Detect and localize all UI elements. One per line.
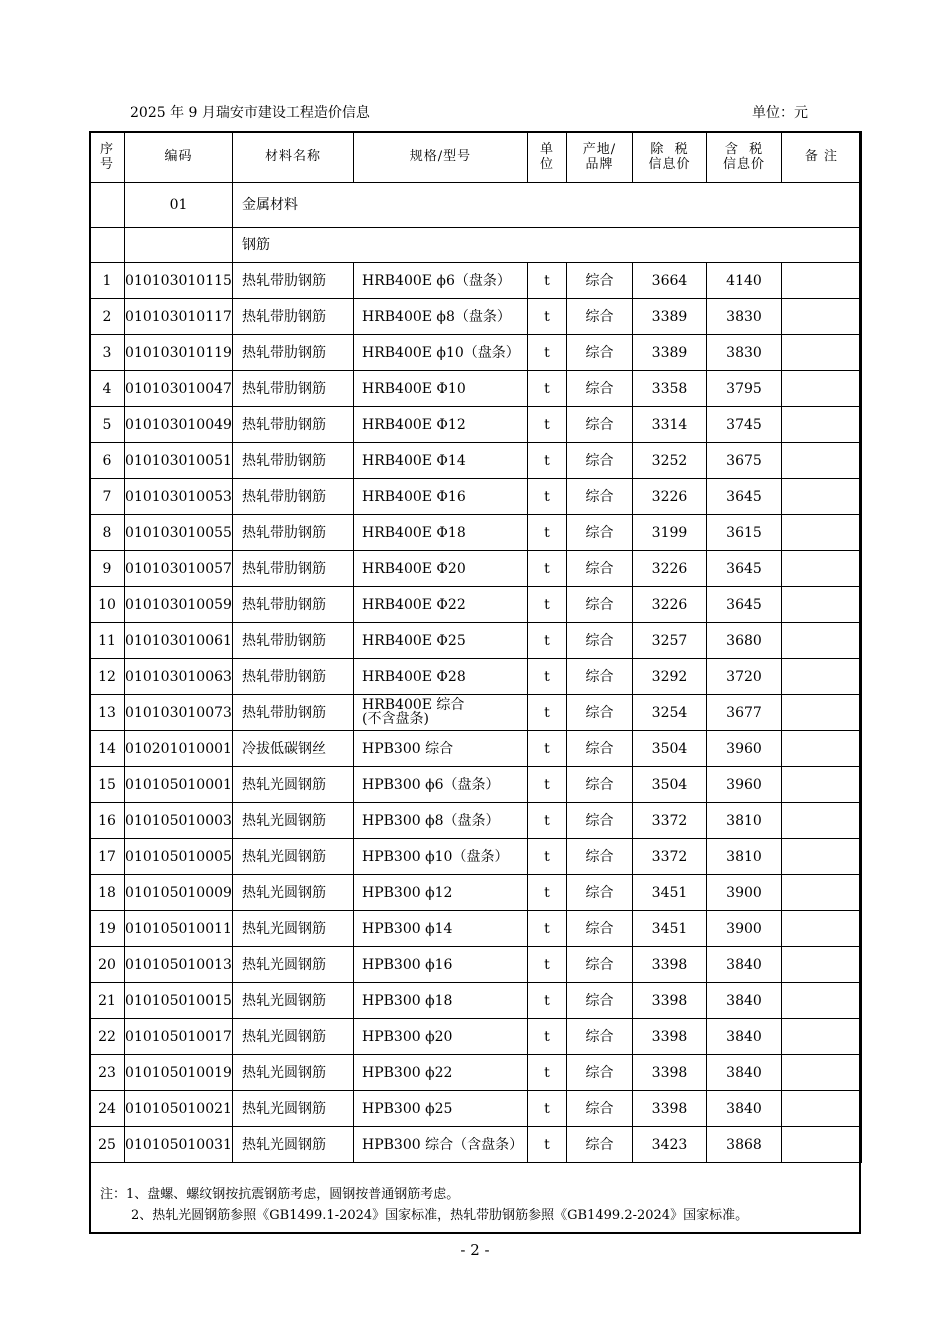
cell-origin: 综合 [567, 803, 633, 839]
cell-origin: 综合 [567, 551, 633, 587]
cell-unit: t [528, 1055, 567, 1091]
cell-spec: HRB400E Φ16 [354, 479, 528, 515]
cell-spec: HRB400E Φ14 [354, 443, 528, 479]
cell-price-ex: 3292 [633, 659, 707, 695]
cell-code: 010105010003 [125, 803, 233, 839]
cell-code: 010103010119 [125, 335, 233, 371]
cell-name: 热轧带肋钢筋 [233, 407, 354, 443]
table-frame [89, 131, 861, 1234]
cell-origin: 综合 [567, 443, 633, 479]
cell-name: 热轧带肋钢筋 [233, 479, 354, 515]
cell-name: 热轧光圆钢筋 [233, 803, 354, 839]
cell-price-inc: 3960 [707, 731, 782, 767]
cell-price-ex: 3254 [633, 695, 707, 731]
cell-spec: HRB400E Φ10 [354, 371, 528, 407]
cell-spec: HPB300 ϕ22 [354, 1055, 528, 1091]
cell-price-inc: 3645 [707, 587, 782, 623]
cell-unit: t [528, 767, 567, 803]
cell-unit: t [528, 803, 567, 839]
cell-spec: HPB300 综合（含盘条） [354, 1127, 528, 1163]
cell-name: 热轧带肋钢筋 [233, 335, 354, 371]
cell-name: 热轧光圆钢筋 [233, 983, 354, 1019]
cell-price-ex: 3372 [633, 803, 707, 839]
cell-unit: t [528, 407, 567, 443]
cell-price-ex: 3226 [633, 551, 707, 587]
cell-spec-text: HRB400E 综合 (不含盘条) [362, 697, 465, 727]
cell-seq: 8 [90, 515, 125, 551]
note-line-2: 2、热轧光圆钢筋参照《GB1499.1-2024》国家标准，热轧带肋钢筋参照《GB1499.2-2024》国家标准。 [131, 1208, 749, 1223]
cell-price-ex: 3423 [633, 1127, 707, 1163]
cell-name: 热轧光圆钢筋 [233, 1019, 354, 1055]
cell-unit: t [528, 1019, 567, 1055]
cell-code: 010105010005 [125, 839, 233, 875]
section-code: 01 [125, 183, 233, 228]
cell-unit: t [528, 875, 567, 911]
cell-unit: t [528, 947, 567, 983]
cell-price-inc: 3615 [707, 515, 782, 551]
cell-origin: 综合 [567, 623, 633, 659]
cell-seq: 18 [90, 875, 125, 911]
cell-price-ex: 3398 [633, 947, 707, 983]
cell-spec: HPB300 ϕ6（盘条） [354, 767, 528, 803]
cell-unit: t [528, 1091, 567, 1127]
cell-price-inc: 3680 [707, 623, 782, 659]
cell-code: 010105010011 [125, 911, 233, 947]
cell-price-ex: 3451 [633, 875, 707, 911]
cell-code: 010103010073 [125, 695, 233, 731]
section-name: 金属材料 [233, 183, 862, 228]
cell-name: 热轧光圆钢筋 [233, 1055, 354, 1091]
cell-name: 热轧带肋钢筋 [233, 515, 354, 551]
cell-price-inc: 3645 [707, 479, 782, 515]
cell-price-inc: 3677 [707, 695, 782, 731]
cell-spec: HRB400E Φ12 [354, 407, 528, 443]
cell-unit: t [528, 551, 567, 587]
cell-unit: t [528, 659, 567, 695]
cell-price-ex: 3226 [633, 587, 707, 623]
cell-code: 010105010021 [125, 1091, 233, 1127]
cell-price-inc: 3810 [707, 803, 782, 839]
cell-spec: HRB400E Φ28 [354, 659, 528, 695]
cell-seq: 1 [90, 263, 125, 299]
cell-name: 热轧带肋钢筋 [233, 659, 354, 695]
subsection-name: 钢筋 [233, 228, 862, 263]
cell-spec: HPB300 ϕ10（盘条） [354, 839, 528, 875]
cell-unit: t [528, 263, 567, 299]
cell-seq: 2 [90, 299, 125, 335]
col-seq-header: 序 号 [90, 132, 125, 183]
cell-name: 热轧带肋钢筋 [233, 299, 354, 335]
cell-price-inc: 3840 [707, 947, 782, 983]
cell-name: 热轧带肋钢筋 [233, 263, 354, 299]
cell-price-ex: 3504 [633, 731, 707, 767]
cell-seq: 6 [90, 443, 125, 479]
cell-spec: HRB400E ϕ10（盘条） [354, 335, 528, 371]
cell-seq: 24 [90, 1091, 125, 1127]
cell-price-inc: 3900 [707, 875, 782, 911]
cell-price-ex: 3504 [633, 767, 707, 803]
cell-price-ex: 3398 [633, 1055, 707, 1091]
cell-code: 010103010055 [125, 515, 233, 551]
cell-seq: 19 [90, 911, 125, 947]
cell-origin: 综合 [567, 875, 633, 911]
cell-unit: t [528, 983, 567, 1019]
cell-seq: 16 [90, 803, 125, 839]
cell-seq: 11 [90, 623, 125, 659]
col-price-ex-header: 除 税 信息价 [633, 132, 707, 183]
cell-origin: 综合 [567, 983, 633, 1019]
cell-price-ex: 3257 [633, 623, 707, 659]
cell-price-ex: 3358 [633, 371, 707, 407]
cell-seq: 20 [90, 947, 125, 983]
cell-name: 热轧带肋钢筋 [233, 695, 354, 731]
cell-unit: t [528, 443, 567, 479]
col-price-inc-header: 含 税 信息价 [707, 132, 782, 183]
cell-name: 热轧带肋钢筋 [233, 587, 354, 623]
cell-origin: 综合 [567, 263, 633, 299]
cell-price-inc: 3830 [707, 335, 782, 371]
cell-price-inc: 3840 [707, 1091, 782, 1127]
cell-origin: 综合 [567, 695, 633, 731]
cell-seq: 17 [90, 839, 125, 875]
cell-code: 010105010013 [125, 947, 233, 983]
cell-spec: HPB300 综合 [354, 731, 528, 767]
cell-code: 010103010049 [125, 407, 233, 443]
cell-seq: 5 [90, 407, 125, 443]
cell-spec: HRB400E ϕ8（盘条） [354, 299, 528, 335]
cell-name: 热轧光圆钢筋 [233, 875, 354, 911]
cell-price-ex: 3199 [633, 515, 707, 551]
cell-seq: 13 [90, 695, 125, 731]
cell-code: 010103010061 [125, 623, 233, 659]
cell-unit: t [528, 623, 567, 659]
cell-seq: 4 [90, 371, 125, 407]
cell-unit: t [528, 587, 567, 623]
cell-unit: t [528, 695, 567, 731]
cell-origin: 综合 [567, 767, 633, 803]
cell-price-inc: 3830 [707, 299, 782, 335]
page-number: - 2 - [460, 1241, 490, 1259]
note-line-1: 注：1、盘螺、螺纹钢按抗震钢筋考虑，圆钢按普通钢筋考虑。 [100, 1187, 460, 1202]
cell-origin: 综合 [567, 479, 633, 515]
cell-spec: HPB300 ϕ16 [354, 947, 528, 983]
cell-code: 010201010001 [125, 731, 233, 767]
cell-seq: 22 [90, 1019, 125, 1055]
cell-origin: 综合 [567, 587, 633, 623]
cell-name: 热轧光圆钢筋 [233, 911, 354, 947]
cell-price-ex: 3398 [633, 983, 707, 1019]
cell-code: 010103010053 [125, 479, 233, 515]
cell-origin: 综合 [567, 1055, 633, 1091]
cell-unit: t [528, 911, 567, 947]
cell-seq: 7 [90, 479, 125, 515]
cell-origin: 综合 [567, 731, 633, 767]
cell-spec: HRB400E Φ20 [354, 551, 528, 587]
cell-name: 冷拔低碳钢丝 [233, 731, 354, 767]
cell-origin: 综合 [567, 515, 633, 551]
cell-price-ex: 3389 [633, 335, 707, 371]
cell-spec: HPB300 ϕ18 [354, 983, 528, 1019]
cell-name: 热轧带肋钢筋 [233, 551, 354, 587]
col-name-header: 材料名称 [233, 132, 354, 183]
cell-origin: 综合 [567, 1091, 633, 1127]
cell-price-ex: 3664 [633, 263, 707, 299]
cell-price-inc: 3900 [707, 911, 782, 947]
notes [100, 1184, 748, 1226]
cell-price-inc: 3840 [707, 1055, 782, 1091]
cell-unit: t [528, 479, 567, 515]
cell-price-inc: 3840 [707, 1019, 782, 1055]
col-remark-header: 备 注 [782, 132, 862, 183]
cell-code: 010105010017 [125, 1019, 233, 1055]
cell-origin: 综合 [567, 839, 633, 875]
cell-spec: HRB400E Φ22 [354, 587, 528, 623]
cell-price-inc: 3675 [707, 443, 782, 479]
cell-code: 010105010009 [125, 875, 233, 911]
cell-price-ex: 3451 [633, 911, 707, 947]
cell-origin: 综合 [567, 407, 633, 443]
cell-price-inc: 3645 [707, 551, 782, 587]
cell-code: 010103010117 [125, 299, 233, 335]
cell-price-ex: 3398 [633, 1091, 707, 1127]
cell-spec: HPB300 ϕ14 [354, 911, 528, 947]
cell-origin: 综合 [567, 371, 633, 407]
cell-unit: t [528, 1127, 567, 1163]
cell-spec: HRB400E Φ25 [354, 623, 528, 659]
cell-code: 010105010031 [125, 1127, 233, 1163]
cell-code: 010103010059 [125, 587, 233, 623]
cell-name: 热轧带肋钢筋 [233, 443, 354, 479]
cell-origin: 综合 [567, 947, 633, 983]
cell-price-inc: 3868 [707, 1127, 782, 1163]
cell-name: 热轧带肋钢筋 [233, 371, 354, 407]
cell-price-inc: 3840 [707, 983, 782, 1019]
cell-code: 010103010057 [125, 551, 233, 587]
cell-unit: t [528, 371, 567, 407]
unit-label: 单位：元 [752, 105, 808, 121]
cell-code: 010103010063 [125, 659, 233, 695]
cell-price-inc: 3720 [707, 659, 782, 695]
cell-price-inc: 3795 [707, 371, 782, 407]
cell-spec: HPB300 ϕ20 [354, 1019, 528, 1055]
cell-name: 热轧光圆钢筋 [233, 839, 354, 875]
cell-name: 热轧带肋钢筋 [233, 623, 354, 659]
cell-code: 010103010047 [125, 371, 233, 407]
cell-origin: 综合 [567, 659, 633, 695]
cell-unit: t [528, 839, 567, 875]
document-title: 2025 年 9 月瑞安市建设工程造价信息 [130, 105, 370, 121]
cell-seq: 25 [90, 1127, 125, 1163]
cell-origin: 综合 [567, 335, 633, 371]
cell-price-inc: 4140 [707, 263, 782, 299]
cell-origin: 综合 [567, 299, 633, 335]
cell-price-ex: 3398 [633, 1019, 707, 1055]
cell-unit: t [528, 335, 567, 371]
cell-spec: HPB300 ϕ8（盘条） [354, 803, 528, 839]
cell-name: 热轧光圆钢筋 [233, 947, 354, 983]
col-spec-header: 规格/型号 [354, 132, 528, 183]
col-code-header: 编码 [125, 132, 233, 183]
cell-origin: 综合 [567, 1019, 633, 1055]
cell-price-ex: 3252 [633, 443, 707, 479]
cell-unit: t [528, 731, 567, 767]
cell-spec: HRB400E Φ18 [354, 515, 528, 551]
cell-price-ex: 3372 [633, 839, 707, 875]
col-unit-header: 单 位 [528, 132, 567, 183]
cell-price-ex: 3389 [633, 299, 707, 335]
cell-spec: HRB400E ϕ6（盘条） [354, 263, 528, 299]
cell-price-inc: 3745 [707, 407, 782, 443]
cell-seq: 23 [90, 1055, 125, 1091]
cell-seq: 21 [90, 983, 125, 1019]
cell-seq: 15 [90, 767, 125, 803]
cell-seq: 12 [90, 659, 125, 695]
cell-name: 热轧光圆钢筋 [233, 767, 354, 803]
cell-price-ex: 3314 [633, 407, 707, 443]
cell-seq: 14 [90, 731, 125, 767]
cell-code: 010105010001 [125, 767, 233, 803]
cell-seq: 10 [90, 587, 125, 623]
cell-price-ex: 3226 [633, 479, 707, 515]
cell-name: 热轧光圆钢筋 [233, 1127, 354, 1163]
col-origin-header: 产地/ 品牌 [567, 132, 633, 183]
cell-seq: 9 [90, 551, 125, 587]
cell-seq: 3 [90, 335, 125, 371]
cell-price-inc: 3810 [707, 839, 782, 875]
cell-name: 热轧光圆钢筋 [233, 1091, 354, 1127]
cell-unit: t [528, 299, 567, 335]
cell-origin: 综合 [567, 911, 633, 947]
cell-code: 010103010115 [125, 263, 233, 299]
cell-spec: HPB300 ϕ25 [354, 1091, 528, 1127]
cell-price-inc: 3960 [707, 767, 782, 803]
cell-origin: 综合 [567, 1127, 633, 1163]
cell-unit: t [528, 515, 567, 551]
cell-spec: HPB300 ϕ12 [354, 875, 528, 911]
cell-code: 010105010015 [125, 983, 233, 1019]
cell-code: 010105010019 [125, 1055, 233, 1091]
cell-code: 010103010051 [125, 443, 233, 479]
